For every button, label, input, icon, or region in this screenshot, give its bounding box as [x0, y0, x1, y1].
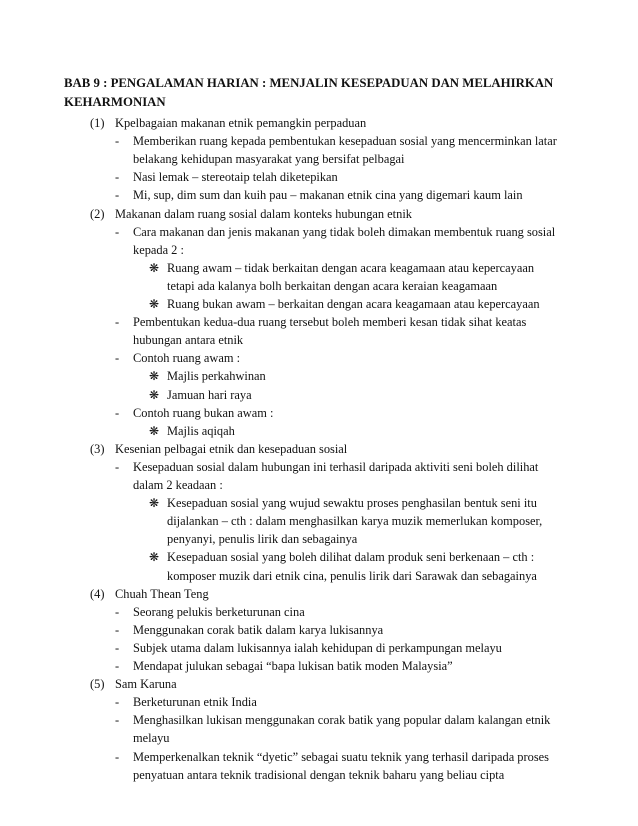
list-item-text: Pembentukan kedua-dua ruang tersebut boleh memberi kesan tidak sihat keatas: [133, 315, 527, 330]
list-item-text: Berketurunan etnik India: [133, 695, 257, 710]
dash-marker: -: [115, 134, 120, 149]
list-item-text: belakang kehidupan masyarakat yang bersifat pelbagai: [133, 152, 405, 167]
sub-item-text: Kesepaduan sosial yang wujud sewaktu proses penghasilan bentuk seni itu: [167, 496, 537, 511]
section-number: (1): [90, 116, 105, 130]
list-item-text: Menghasilkan lukisan menggunakan corak batik yang popular dalam kalangan etnik: [133, 713, 551, 728]
list-item-text: Seorang pelukis berketurunan cina: [133, 604, 305, 619]
section-number: (3): [90, 441, 105, 456]
asterism-bullet-icon: ❋: [149, 387, 160, 402]
sub-item-text: komposer muzik dari etnik cina, penulis lirik dari Sarawak dan sebagainya: [167, 568, 537, 583]
list-item-text: Contoh ruang awam :: [133, 351, 241, 366]
dash-marker: -: [115, 315, 120, 330]
section-heading: Makanan dalam ruang sosial dalam konteks hubungan etnik: [115, 206, 412, 221]
dash-marker: -: [115, 170, 120, 185]
page-title: BAB 9 : PENGALAMAN HARIAN : MENJALIN KESEPADUAN DAN MELAHIRKAN KEHARMONIAN: [64, 76, 554, 109]
dash-marker: -: [115, 351, 120, 366]
list-item-text: Subjek utama dalam lukisannya ialah kehidupan di perkampungan melayu: [133, 640, 502, 655]
sub-item-text: penyanyi, penulis lirik dan sebagainya: [167, 532, 358, 547]
section-heading: Chuah Thean Teng: [115, 586, 209, 601]
section-heading: Kesenian pelbagai etnik dan kesepaduan sosial: [115, 441, 348, 456]
list-item-text: Nasi lemak – stereotaip telah diketepikan: [133, 170, 338, 185]
dash-marker: -: [115, 459, 120, 474]
section-number: (5): [90, 677, 105, 692]
dash-marker: -: [115, 622, 120, 637]
list-item-text: hubungan antara etnik: [133, 333, 244, 348]
section-number: (4): [90, 586, 105, 601]
asterism-bullet-icon: ❋: [149, 369, 160, 384]
sub-item-text: Jamuan hari raya: [167, 387, 252, 402]
sub-item-text: Ruang bukan awam – berkaitan dengan acara keagamaan atau kepercayaan: [167, 297, 540, 311]
dash-marker: -: [115, 188, 120, 203]
list-item-text: Cara makanan dan jenis makanan yang tidak boleh dimakan membentuk ruang sosial: [133, 224, 556, 239]
dash-marker: -: [115, 224, 120, 239]
sub-item-text: dijalankan – cth : dalam menghasilkan karya muzik memerlukan komposer,: [167, 514, 543, 529]
list-item-text: Kesepaduan sosial dalam hubungan ini terhasil daripada aktiviti seni boleh dilihat: [133, 459, 539, 474]
list-item-text: Mi, sup, dim sum dan kuih pau – makanan etnik cina yang digemari kaum lain: [133, 188, 523, 203]
dash-marker: -: [115, 713, 120, 728]
sub-item-text: Majlis perkahwinan: [167, 369, 266, 384]
list-item-text: Memberikan ruang kepada pembentukan kesepaduan sosial yang mencerminkan latar: [133, 134, 557, 149]
sub-item-text: Kesepaduan sosial yang boleh dilihat dalam produk seni berkenaan – cth :: [167, 550, 535, 565]
dash-marker: -: [115, 604, 120, 619]
list-item-text: Mendapat julukan sebagai “bapa lukisan batik moden Malaysia”: [133, 659, 453, 673]
asterism-bullet-icon: ❋: [149, 550, 160, 565]
list-item-text: Contoh ruang bukan awam :: [133, 405, 274, 420]
dash-marker: -: [115, 749, 120, 764]
dash-marker: -: [115, 659, 120, 673]
list-item-text: penyatuan antara teknik tradisional dengan teknik baharu yang beliau cipta: [133, 767, 505, 782]
sub-item-text: Ruang awam – tidak berkaitan dengan acara keagamaan atau kepercayaan: [167, 260, 535, 275]
list-item-text: melayu: [133, 731, 170, 746]
list-item-text: dalam 2 keadaan :: [133, 478, 223, 492]
section-heading: Kpelbagaian makanan etnik pemangkin perpaduan: [115, 116, 367, 130]
sub-item-text: tetapi ada kalanya bolh berkaitan dengan acara keraian keagamaan: [167, 278, 498, 293]
list-item-text: Menggunakan corak batik dalam karya lukisannya: [133, 622, 384, 637]
section-number: (2): [90, 206, 105, 221]
dash-marker: -: [115, 640, 120, 655]
list-item-text: Memperkenalkan teknik “dyetic” sebagai suatu teknik yang terhasil daripada proses: [133, 749, 549, 764]
asterism-bullet-icon: ❋: [149, 496, 160, 511]
dash-marker: -: [115, 405, 120, 420]
dash-marker: -: [115, 695, 120, 710]
section-heading: Sam Karuna: [115, 677, 177, 692]
asterism-bullet-icon: ❋: [149, 260, 160, 275]
asterism-bullet-icon: ❋: [149, 297, 160, 311]
asterism-bullet-icon: ❋: [149, 423, 160, 438]
sub-item-text: Majlis aqiqah: [167, 423, 235, 438]
list-item-text: kepada 2 :: [133, 242, 184, 257]
